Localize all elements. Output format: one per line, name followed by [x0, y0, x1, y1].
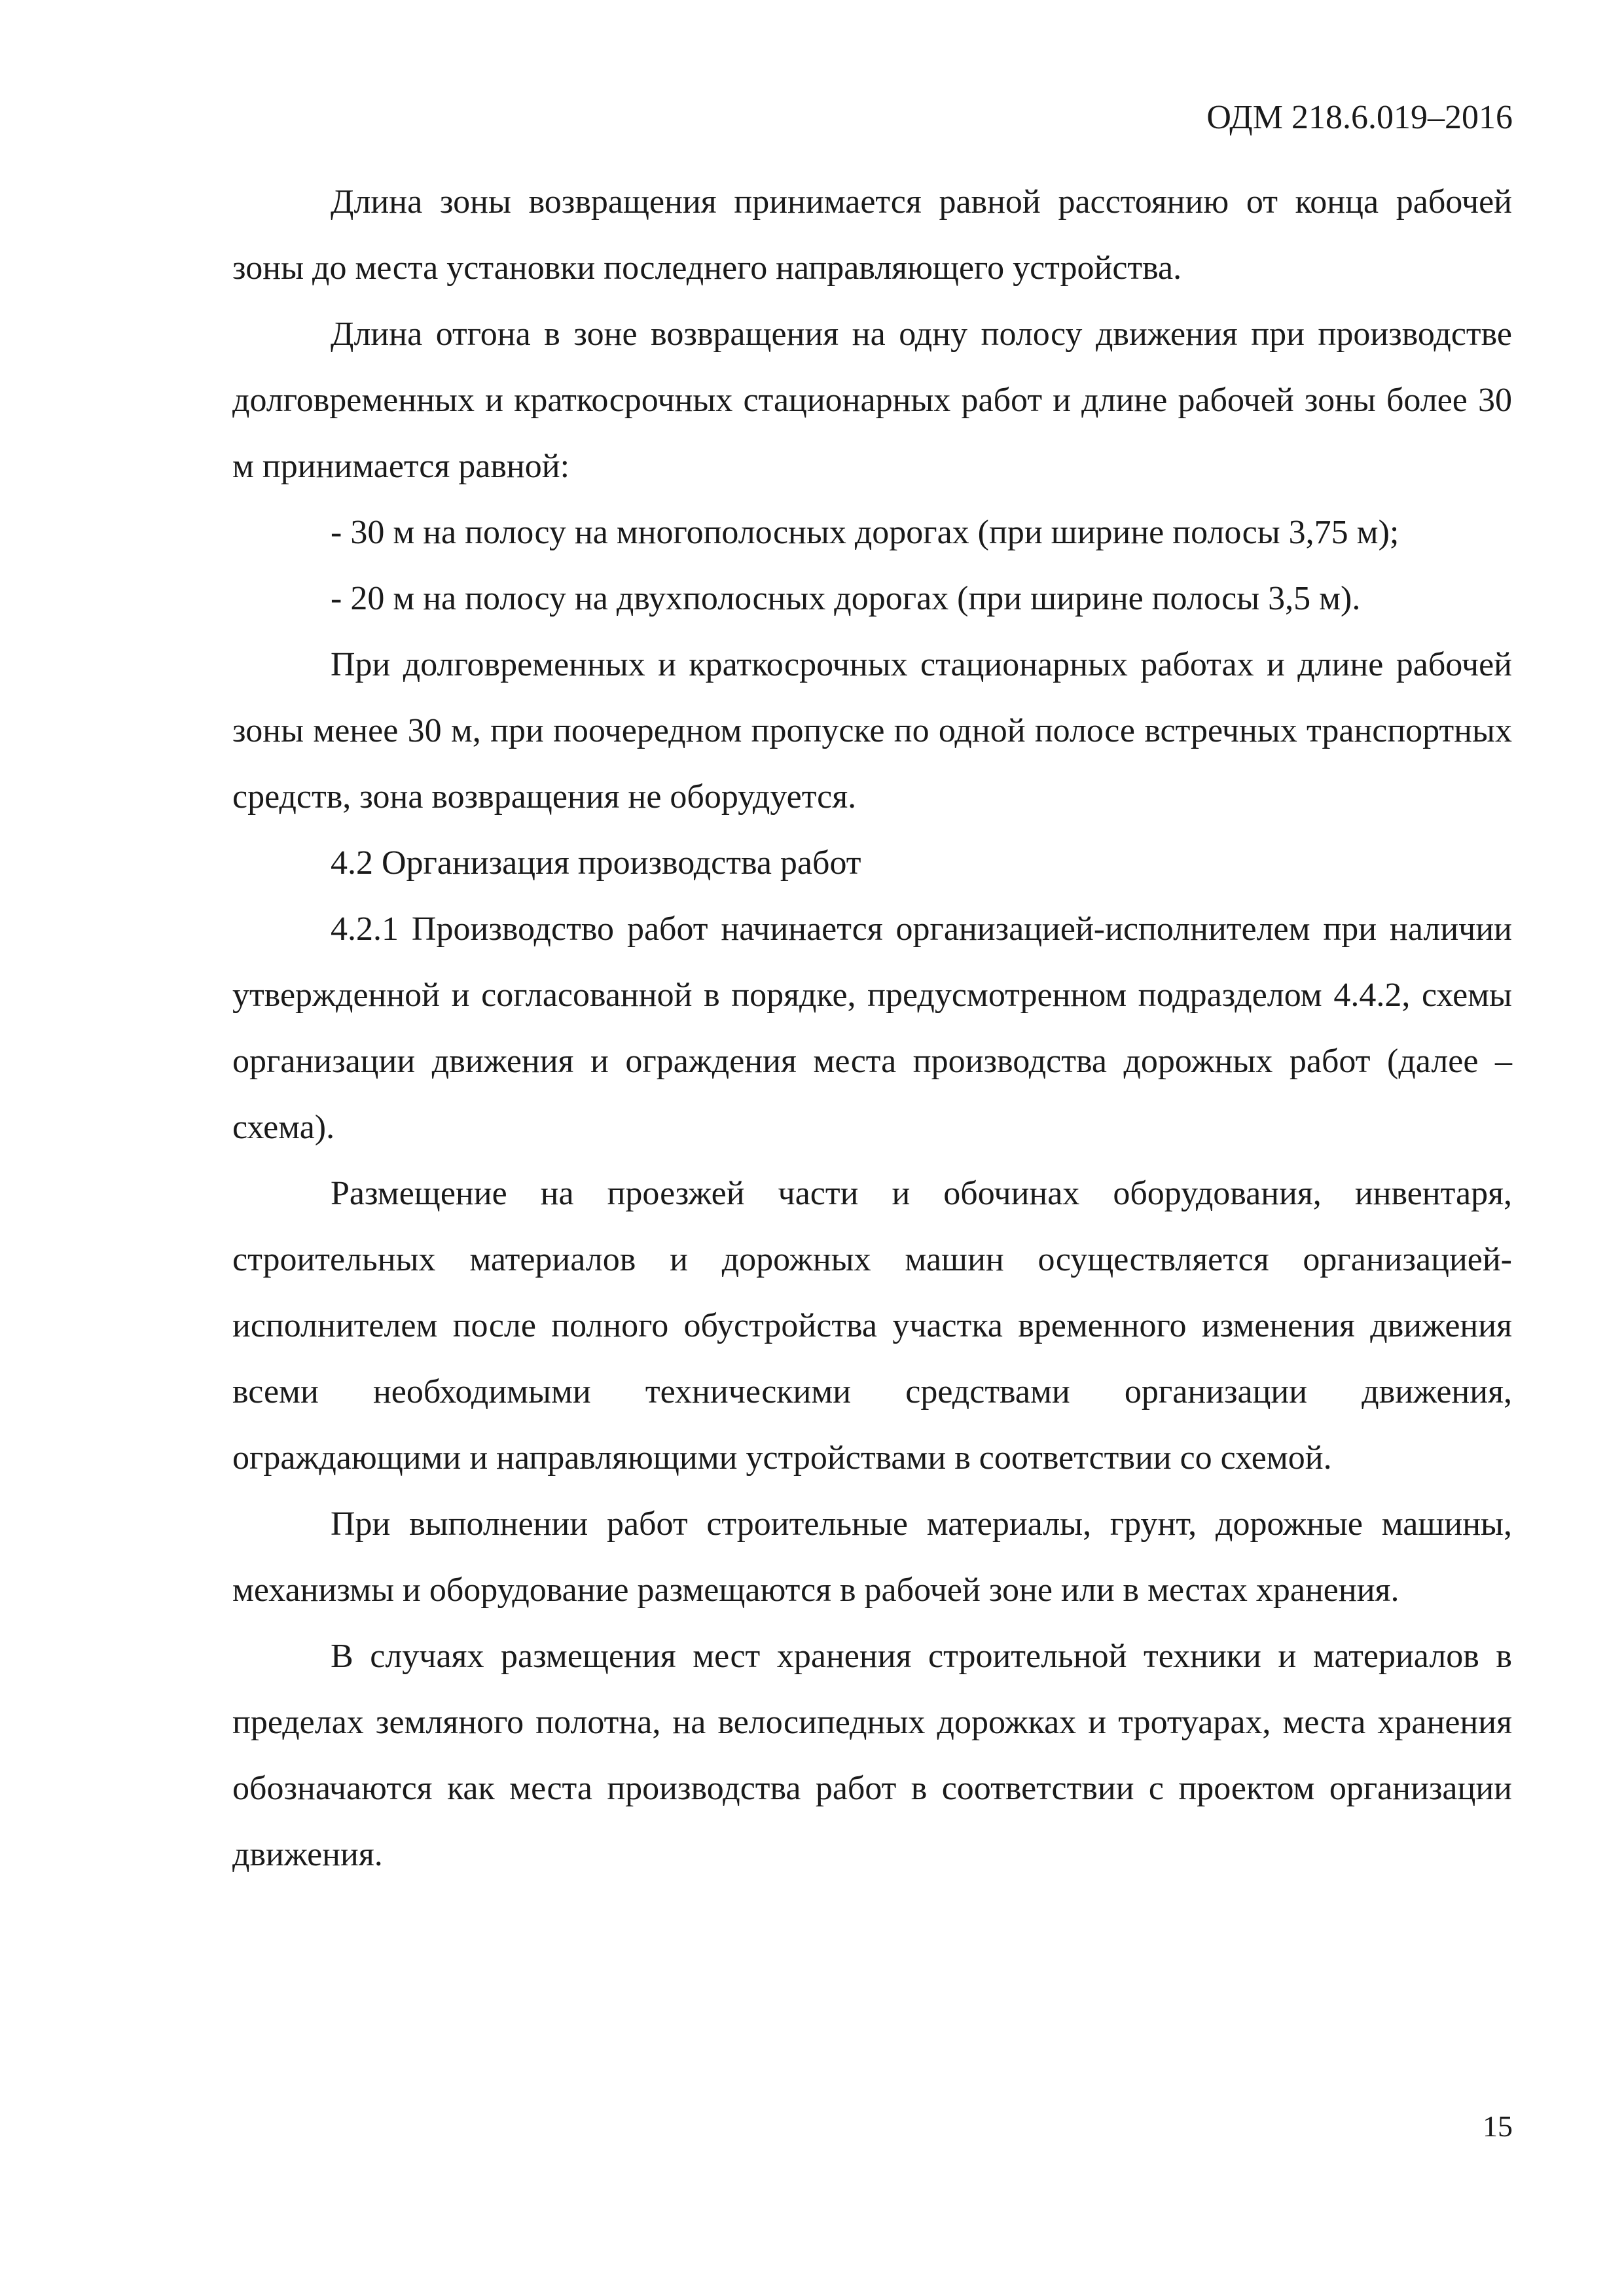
section-heading-4-2: 4.2 Организация производства работ — [331, 844, 861, 882]
document-code-header: ОДМ 218.6.019–2016 — [1206, 99, 1513, 136]
paragraph-offset-length: Длина отгона в зоне возвращения на одну полосу движения при производстве долговременных и краткосрочных стационарных работ и длине рабочей зоны более 30 м принимается равной: — [232, 315, 1512, 485]
list-item-two-lane: - 20 м на полосу на двухполосных дорогах (при ширине полосы 3,5 м). — [331, 580, 1361, 617]
page-number: 15 — [1483, 2109, 1513, 2143]
paragraph-storage-locations: В случаях размещения мест хранения строительной техники и материалов в пределах земляного полотна, на велосипедных дорожках и тротуарах, места хранения обозначаются как места производства работ в соответствии с проектом организации движения. — [232, 1638, 1512, 1873]
paragraph-materials-placement: При выполнении работ строительные материалы, грунт, дорожные машины, механизмы и оборудование размещаются в рабочей зоне или в местах хранения. — [232, 1505, 1512, 1609]
paragraph-equipment-placement: Размещение на проезжей части и обочинах оборудования, инвентаря, строительных материалов и дорожных машин осуществляется организацией-исполнителем после полного обустройства участка временного изменения движения всеми необходимыми техническими средствами организации движения, ограждающими и направляющими устройствами в соответствии со схемой. — [232, 1175, 1512, 1477]
paragraph-short-work-zone: При долговременных и краткосрочных стационарных работах и длине рабочей зоны менее 30 м, при поочередном пропуске по одной полосе встречных транспортных средств, зона возвращения не оборудуется. — [232, 646, 1512, 816]
document-body — [232, 169, 1512, 1888]
list-item-multilane: - 30 м на полосу на многополосных дорогах (при ширине полосы 3,75 м); — [331, 514, 1399, 551]
paragraph-4-2-1: 4.2.1 Производство работ начинается организацией-исполнителем при наличии утвержденной и согласованной в порядке, предусмотренном подразделом 4.4.2, схемы организации движения и ограждения места производства дорожных работ (далее – схема). — [232, 910, 1512, 1146]
paragraph-return-zone-length: Длина зоны возвращения принимается равной расстоянию от конца рабочей зоны до места установки последнего направляющего устройства. — [232, 183, 1512, 287]
